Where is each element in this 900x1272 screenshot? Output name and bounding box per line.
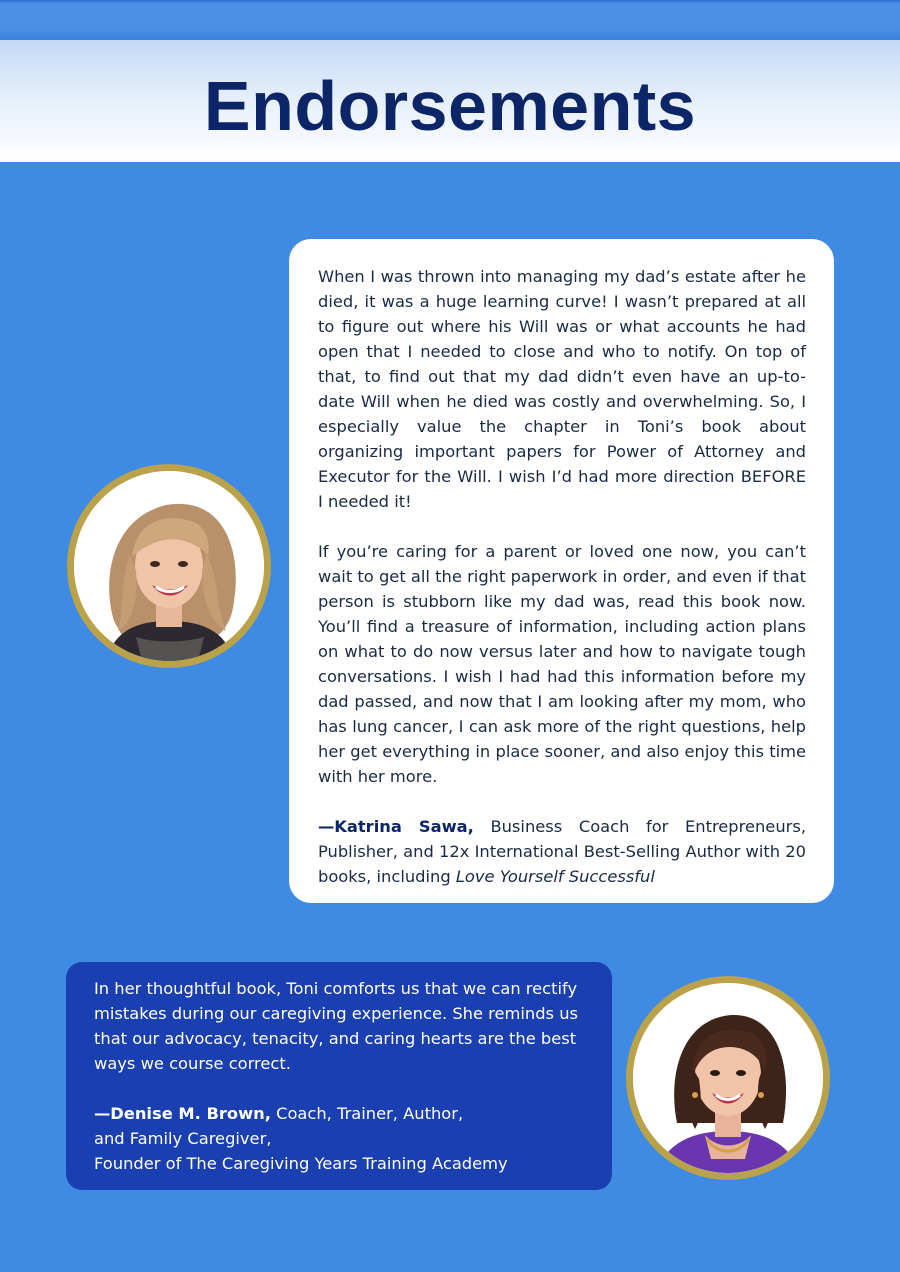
endorsement-1-paragraph-1: When I was thrown into managing my dad’s estate after he died, it was a huge learning curve! I wasn’t prepared at all to figure out where his Will was or what accounts he had open that I needed to close and who to notify. On top of that, to find out that my dad didn’t even have an up-to-date Will when he died was costly and overwhelming. So, I especially value the chapter in Toni’s book about organizing important papers for Power of Attorney and Executor for the Will. I wish I’d had more direction BEFORE I needed it! — [318, 267, 806, 511]
endorser-credentials-2-line-3: Founder of The Caregiving Years Training Academy — [94, 1154, 508, 1173]
endorser-name-2: —Denise M. Brown, — [94, 1104, 271, 1123]
endorsement-2-attribution — [94, 1101, 594, 1176]
endorser-name-1: —Katrina Sawa, — [318, 817, 474, 836]
page-title: Endorsements — [203, 67, 697, 145]
endorsement-text-2 — [94, 976, 594, 1176]
endorsement-2-paragraph-1: In her thoughtful book, Toni comforts us that we can rectify mistakes during our caregiving experience. She reminds us that our advocacy, tenacity, and caring hearts are the best ways we course correct. — [94, 979, 579, 1073]
portrait-photo-1 — [67, 464, 271, 668]
endorser-credentials-1: Business Coach for Entrepreneurs, Publisher, and 12x International Best-Selling Author with 20 books, including — [318, 817, 806, 886]
endorsement-1-attribution — [318, 814, 806, 889]
portrait-blonde-woman-icon — [74, 471, 264, 661]
endorser-credentials-2-line-2: and Family Caregiver, — [94, 1129, 272, 1148]
endorsement-text-1 — [318, 264, 806, 889]
endorsement-1-paragraph-2: If you’re caring for a parent or loved one now, you can’t wait to get all the right paperwork in order, and even if that person is stubborn like my dad was, read this book now. You’ll find a treasure of information, including action plans on what to do now versus later and how to navigate tough conversations. I wish I had had this information before my dad passed, and now that I am looking after my mom, who has lung cancer, I can ask more of the right questions, help her get everything in place sooner, and also enjoy this time with her more. — [318, 542, 806, 786]
portrait-photo-2 — [626, 976, 830, 1180]
portrait-brunette-woman-icon — [633, 983, 823, 1173]
endorser-book-title-1: Love Yourself Successful — [455, 867, 655, 886]
top-stripe — [0, 0, 900, 40]
endorser-credentials-2-line-1: Coach, Trainer, Author, — [270, 1104, 464, 1123]
